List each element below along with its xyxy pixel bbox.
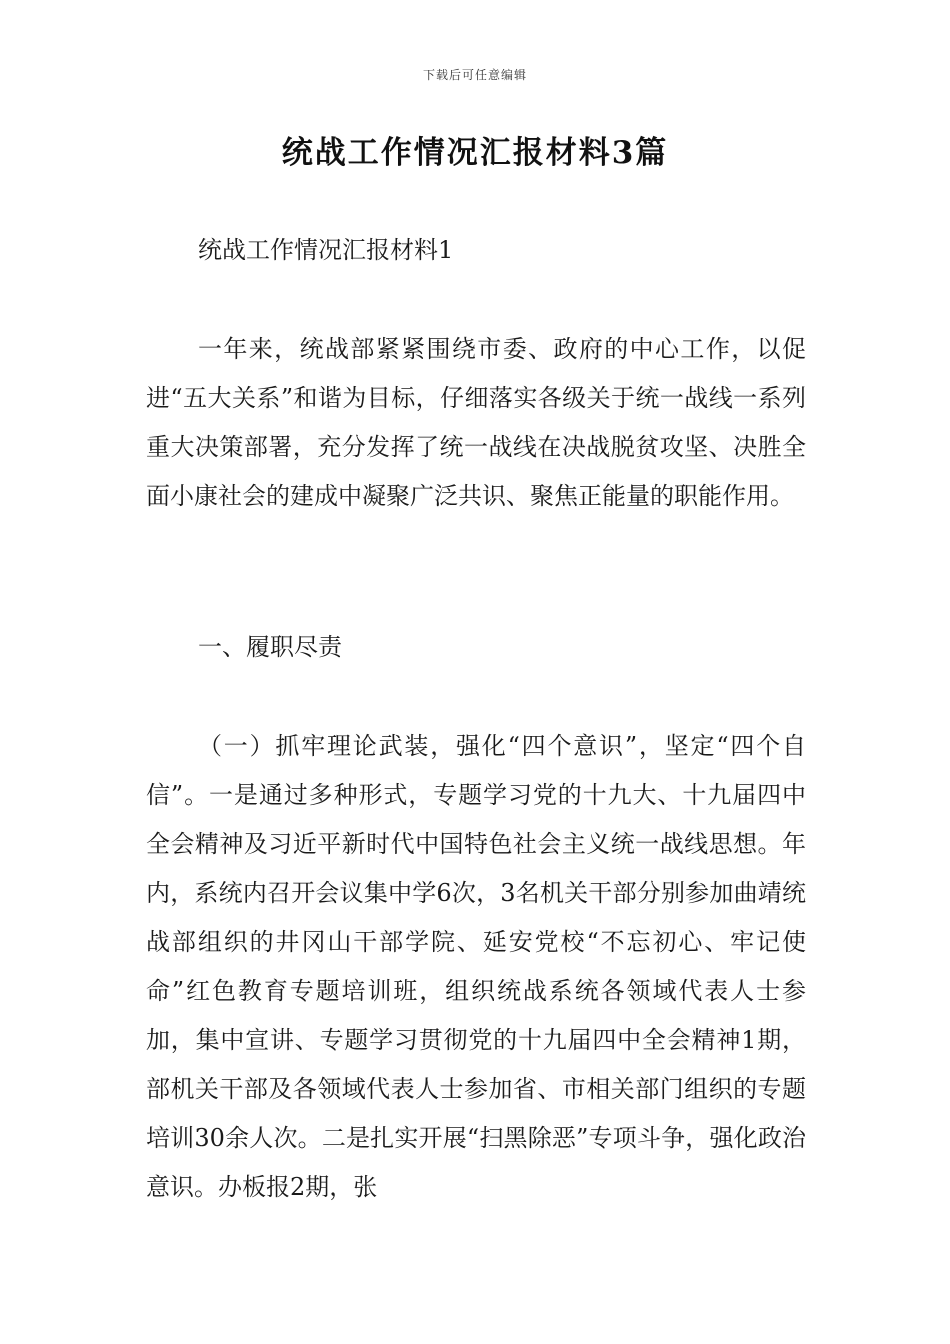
document-subtitle: 统战工作情况汇报材料1 bbox=[198, 236, 454, 264]
header-note: 下载后可任意编辑 bbox=[422, 68, 527, 82]
paragraph-2: （一）抓牢理论武装，强化“四个意识”，坚定“四个自信”。一是通过多种形式，专题学习党的十九大、十九届四中全会精神及习近平新时代中国特色社会主义统一战线思想。年内，系统内召开会议集中学6次，3名机关干部分别参加曲靖统战部组织的井冈山干部学院、延安党校“不忘初心、牢记使命”红色教育专题培训班，组织统战系统各领域代表人士参加，集中宣讲、专题学习贯彻党的十九届四中全会精神1期，部机关干部及各领域代表人士参加省、市相关部门组织的专题培训30余人次。二是扎实开展“扫黑除恶”专项斗争，强化政治意识。办板报2期，张 bbox=[146, 732, 806, 1201]
section-heading: 一、履职尽责 bbox=[198, 633, 342, 661]
paragraph-1: 一年来，统战部紧紧围绕市委、政府的中心工作，以促进“五大关系”和谐为目标，仔细落实各级关于统一战线一系列重大决策部署，充分发挥了统一战线在决战脱贫攻坚、决胜全面小康社会的建成中凝聚广泛共识、聚焦正能量的职能作用。 bbox=[146, 335, 806, 510]
document-title: 统战工作情况汇报材料3篇 bbox=[281, 135, 669, 171]
